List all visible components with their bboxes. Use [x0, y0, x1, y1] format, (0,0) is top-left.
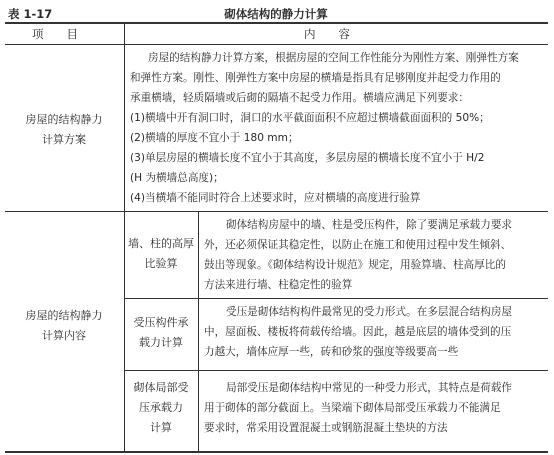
section1-content: [130, 48, 544, 208]
content-line: (4)当横墙不能同时符合上述要求时，应对横墙的高度进行验算: [130, 192, 421, 204]
content-line: 房屋的结构静力计算方案，根据房屋的空间工作性能分为刚性方案、刚弹性方案: [148, 52, 519, 64]
section2-label: [8, 306, 120, 346]
table-number: 表 1-17: [8, 7, 53, 21]
table-header-rule: [5, 44, 548, 45]
table-header: [6, 4, 546, 24]
subitem1-label: [128, 234, 194, 274]
section1-label-line: 计算方案: [42, 133, 86, 146]
section2-label-line: 房屋的结构静力: [25, 309, 103, 322]
column-divider: [124, 22, 125, 453]
content-line: 方法来进行墙、柱稳定性的验算: [204, 279, 353, 291]
content-line: 砌体结构房屋中的墙、柱是受压构件，除了要满足承载力要求: [226, 219, 513, 231]
subitem2-label: [128, 313, 194, 353]
table-title: 砌体结构的静力计算: [224, 7, 328, 21]
column-header-content: 内 容: [304, 27, 350, 41]
content-line: 力越大，墙体应厚一些，砖和砂浆的强度等级要高一些: [204, 346, 459, 358]
content-line: 和弹性方案。刚性、刚弹性方案中房屋的横墙是指具有足够刚度并起受力作用的: [130, 72, 501, 84]
subcolumn-divider: [198, 211, 199, 453]
content-line: (1)横墙中开有洞口时，洞口的水平截面面积不应超过横墙截面面积的 50%；: [130, 112, 490, 124]
section-divider: [5, 211, 548, 212]
section1-label: [8, 110, 120, 150]
subitem3-label: [128, 378, 194, 438]
subrow-divider-2: [124, 370, 548, 371]
section2-label-line: 计算内容: [42, 329, 86, 342]
subitem-label-line: 墙、柱的高厚: [128, 237, 194, 250]
content-line: (3)单层房屋的横墙长度不宜小于其高度，多层房屋的横墙长度不宜小于 H/2: [130, 152, 485, 164]
subitem2-content: [204, 302, 544, 362]
subitem-label-line: 载力计算: [139, 336, 183, 349]
content-line: 局部受压是砌体结构中常见的一种受力形式，其特点是荷载作: [226, 382, 513, 394]
content-line: 要求时，常采用设置混凝土或钢筋混凝土垫块的方法: [204, 422, 448, 434]
content-line: 中，屋面板、楼板将荷载传给墙。因此，越是底层的墙体受到的压: [204, 326, 512, 338]
content-line: 用于砌体的部分截面上。当梁端下砌体局部受压承载力不能满足: [204, 402, 501, 414]
section1-label-line: 房屋的结构静力: [25, 113, 103, 126]
subitem-label-line: 比验算: [144, 257, 178, 270]
subitem-label-line: 压承载力: [139, 401, 183, 414]
subitem-label-line: 受压构件承: [133, 316, 189, 329]
subrow-divider-1: [124, 298, 548, 299]
subitem-label-line: 计算: [150, 421, 172, 434]
subitem3-content: [204, 378, 544, 438]
content-line: 外，还必须保证其稳定性，以防止在施工和使用过程中发生倾斜、: [204, 239, 512, 251]
subitem1-content: [204, 215, 544, 295]
table-top-rule: [5, 22, 548, 24]
subitem-label-line: 砌体局部受: [133, 381, 189, 394]
content-line: 受压是砌体结构构件最常见的受力形式。在多层混合结构房屋: [226, 306, 513, 318]
content-line: 鼓出等现象。《砌体结构设计规范》规定，用验算墙、柱高厚比的: [204, 259, 506, 271]
content-line: (2)横墙的厚度不宜小于 180 mm；: [130, 132, 299, 144]
table-bottom-rule: [5, 451, 548, 453]
content-line: 承重横墙，轻质隔墙或后砌的隔墙不起受力作用。横墙应满足下列要求：: [130, 92, 469, 104]
content-line: (H 为横墙总高度)；: [130, 172, 224, 184]
column-header-item: 项 目: [32, 27, 78, 41]
